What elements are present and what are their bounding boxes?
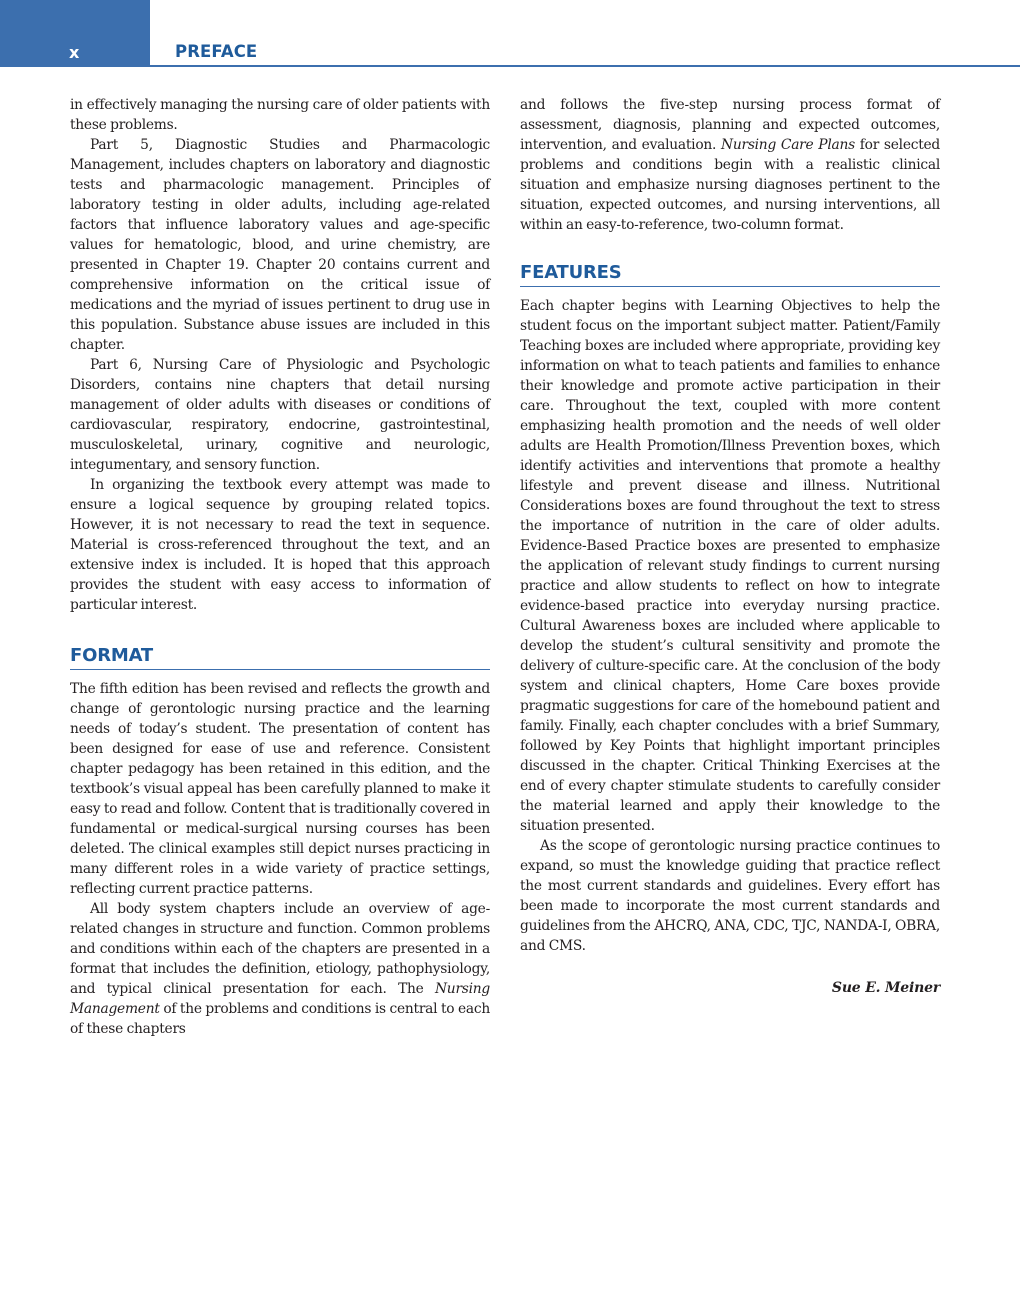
right-column xyxy=(520,95,940,998)
text-run: All body system chapters include an overview of age-related changes in structure and function. Common problems and conditions within each of the chapters are presented in a format that includes the definition, etiology, pathophysiology, and typical clinical presentation for each. The xyxy=(70,901,490,997)
section-heading-features: FEATURES xyxy=(520,262,940,287)
italic-term: Nursing Management xyxy=(70,981,490,1017)
author-signature: Sue E. Meiner xyxy=(831,980,940,996)
paragraph: The fifth edition has been revised and reflects the growth and change of gerontologic nursing practice and the learning needs of today’s student. The presentation of content has been designed for ease of use and reference. Consistent chapter pedagogy has been retained in this edition, and the textbook’s visual appeal has been carefully planned to make it easy to read and follow. Content that is traditionally covered in fundamental or medical-surgical nursing courses has been deleted. The clinical examples still depict nurses practicing in many different roles in a wide variety of practice settings, reflecting current practice patterns. xyxy=(70,681,490,897)
paragraph: Each chapter begins with Learning Objectives to help the student focus on the important subject matter. Patient/Family Teaching boxes are included where appropriate, providing key information on what to teach patients and families to enhance their knowledge and promote active participation in their care. Throughout the text, coupled with more content emphasizing health promotion and the needs of well older adults are Health Promotion/Illness Prevention boxes, which identify activities and interventions that promote a healthy lifestyle and prevent disease and illness. Nutritional Considerations boxes are found throughout the text to stress the importance of nutrition in the care of older adults. Evidence-Based Practice boxes are presented to emphasize the application of relevant study findings to current nursing practice and allow students to reflect on how to integrate evidence-based practice into everyday nursing practice. Cultural Awareness boxes are included where applicable to develop the student’s cultural sensitivity and promote the delivery of culture-specific care. At the conclusion of the body system and clinical chapters, Home Care boxes provide pragmatic suggestions for care of the homebound patient and family. Finally, each chapter concludes with a brief Summary, followed by Key Points that highlight important principles discussed in the chapter. Critical Thinking Exercises at the end of every chapter stimulate students to carefully consider the material learned and apply their knowledge to the situation presented. xyxy=(520,298,940,834)
header-rule xyxy=(150,65,1020,67)
paragraph: in effectively managing the nursing care of older patients with these problems. xyxy=(70,97,490,133)
text-run: and follows the five-step nursing process format of assessment, diagnosis, planning and expected outcomes, intervention, and evaluation. xyxy=(520,97,940,153)
page-header xyxy=(0,0,1020,68)
text-run: of the problems and conditions is central to each of these chapters xyxy=(70,1001,490,1037)
running-head: PREFACE xyxy=(175,42,258,61)
paragraph xyxy=(520,95,940,235)
section-heading-format: FORMAT xyxy=(70,645,490,670)
paragraph: Part 6, Nursing Care of Physiologic and Psychologic Disorders, contains nine chapters that detail nursing management of older adults with diseases or conditions of cardiovascular, respiratory, endocrine, gastrointestinal, musculoskeletal, urinary, cognitive and neurologic, integumentary, and sensory function. xyxy=(70,357,490,473)
folio-tab xyxy=(0,0,150,67)
paragraph: In organizing the textbook every attempt was made to ensure a logical sequence by grouping related topics. However, it is not necessary to read the text in sequence. Material is cross-referenced throughout the text, and an extensive index is included. It is hoped that this approach provides the student with easy access to information of particular interest. xyxy=(70,477,490,613)
text-run: for selected problems and conditions begin with a realistic clinical situation and emphasize nursing diagnoses pertinent to the situation, expected outcomes, and nursing interventions, all within an easy-to-reference, two-column format. xyxy=(520,137,941,233)
paragraph: Part 5, Diagnostic Studies and Pharmacologic Management, includes chapters on laboratory and diagnostic tests and pharmacologic management. Principles of laboratory testing in older adults, including age-related factors that influence laboratory values and age-specific values for hematologic, blood, and urine chemistry, are presented in Chapter 19. Chapter 20 contains current and comprehensive information on the critical issue of medications and the myriad of issues pertinent to drug use in this population. Substance abuse issues are included in this chapter. xyxy=(70,137,490,353)
left-column xyxy=(70,95,490,1039)
paragraph xyxy=(70,899,490,1039)
page-number: x xyxy=(69,43,80,62)
paragraph: As the scope of gerontologic nursing practice continues to expand, so must the knowledge guiding that practice reflect the most current standards and guidelines. Every effort has been made to incorporate the most current standards and guidelines from the AHCRQ, ANA, CDC, TJC, NANDA-I, OBRA, and CMS. xyxy=(520,838,940,954)
italic-term: Nursing Care Plans xyxy=(721,137,855,153)
